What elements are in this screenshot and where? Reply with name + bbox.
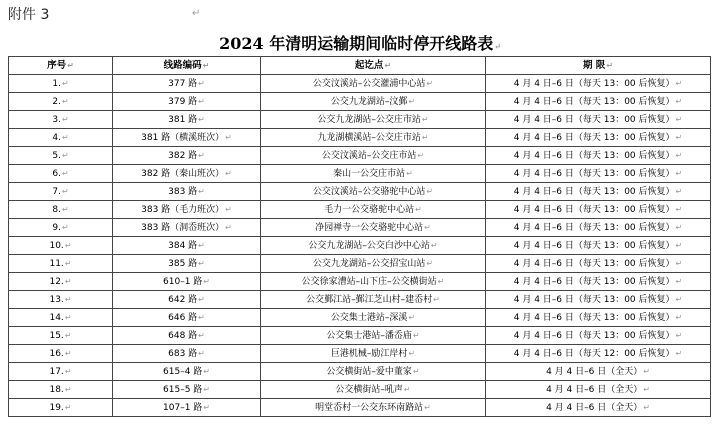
cell-seq (9, 291, 113, 309)
cell-stops (261, 309, 486, 327)
paragraph-mark-icon: ↵ (406, 168, 413, 178)
cell-route (113, 291, 261, 309)
cell-seq-text: 17. (49, 366, 64, 377)
table-row (9, 111, 711, 129)
cell-seq-text: 2. (52, 96, 61, 107)
document-title-text: 2024 年清明运输期间临时停开线路表 (219, 34, 494, 53)
cell-stops-text: 公交横街站–吼声 (335, 384, 403, 395)
paragraph-mark-icon: ↵ (415, 204, 422, 214)
cell-route-text: 382 路（秦山班次） (141, 168, 225, 179)
cell-period-text: 4 月 4 日–6 日（每天 13：00 后恢复） (513, 150, 675, 161)
cell-period (486, 273, 711, 291)
paragraph-mark-icon: ↵ (675, 294, 683, 304)
cell-seq (9, 201, 113, 219)
table-header-row (9, 57, 711, 75)
paragraph-mark-icon: ↵ (203, 276, 210, 286)
cell-route (113, 381, 261, 399)
cell-period (486, 93, 711, 111)
cell-route-text: 384 路 (168, 240, 198, 251)
paragraph-mark-icon: ↵ (203, 366, 210, 376)
paragraph-mark-icon: ↵ (61, 204, 69, 214)
cell-period-text: 4 月 4 日–6 日（每天 13：00 后恢复） (513, 132, 675, 143)
cell-seq-text: 14. (49, 312, 64, 323)
cell-stops-text: 公交徐家漕站–山下庄–公交横街站 (301, 276, 437, 287)
header-route: 线路编码↵ (113, 57, 261, 75)
paragraph-mark-icon: ↵ (675, 222, 683, 232)
cell-period-text: 4 月 4 日–6 日（每天 13：00 后恢复） (513, 168, 675, 179)
cell-route (113, 201, 261, 219)
cell-stops (261, 75, 486, 93)
cell-stops (261, 165, 486, 183)
table-row (9, 93, 711, 111)
header-seq: 序号↵ (9, 57, 113, 75)
paragraph-mark-icon: ↵ (675, 150, 683, 160)
paragraph-mark-icon: ↵ (64, 402, 72, 412)
paragraph-mark-icon: ↵ (64, 312, 72, 322)
paragraph-mark-icon: ↵ (675, 240, 683, 250)
table-row (9, 183, 711, 201)
cell-seq (9, 75, 113, 93)
cell-stops-text: 公交九龙湖站–公交庄市站 (317, 114, 421, 125)
cell-seq-text: 19. (49, 402, 64, 413)
cell-route-text: 615–5 路 (163, 384, 203, 395)
table-row (9, 255, 711, 273)
paragraph-mark-icon: ↵ (64, 294, 72, 304)
cell-period-text: 4 月 4 日–6 日（每天 13：00 后恢复） (513, 114, 675, 125)
table-row (9, 381, 711, 399)
cell-seq (9, 345, 113, 363)
cell-route (113, 309, 261, 327)
paragraph-mark-icon: ↵ (64, 258, 72, 268)
table-row (9, 273, 711, 291)
paragraph-mark-icon: ↵ (64, 348, 72, 358)
cell-stops-text: 九龙湖横溪站–公交庄市站 (317, 132, 421, 143)
paragraph-mark-icon: ↵ (64, 384, 72, 394)
paragraph-mark-icon: ↵ (192, 8, 201, 19)
paragraph-mark-icon: ↵ (198, 150, 205, 160)
cell-route-text: 383 路 (168, 186, 198, 197)
cell-period (486, 129, 711, 147)
cell-seq-text: 12. (49, 276, 64, 287)
cell-period-text: 4 月 4 日–6 日（每天 13：00 后恢复） (513, 330, 675, 341)
paragraph-mark-icon: ↵ (675, 348, 683, 358)
cell-period-text: 4 月 4 日–6 日（每天 13：00 后恢复） (513, 186, 675, 197)
cell-stops-text: 公交九龙湖站–公交招宝山站 (312, 258, 426, 269)
cell-stops (261, 327, 486, 345)
cell-period-text: 4 月 4 日–6 日（全天） (546, 366, 643, 377)
cell-stops-text: 毛力一公交骆驼中心站 (324, 204, 415, 215)
table-row (9, 345, 711, 363)
paragraph-mark-icon: ↵ (494, 41, 501, 51)
document-title (0, 31, 720, 54)
table-row (9, 237, 711, 255)
cell-period-text: 4 月 4 日–6 日（每天 13：00 后恢复） (513, 96, 675, 107)
cell-seq (9, 165, 113, 183)
cell-route-text: 379 路 (168, 96, 198, 107)
paragraph-mark-icon: ↵ (675, 78, 683, 88)
cell-seq-text: 6. (52, 168, 61, 179)
cell-route (113, 273, 261, 291)
cell-seq (9, 399, 113, 417)
table-row (9, 219, 711, 237)
cell-route (113, 255, 261, 273)
cell-stops-text: 公交汶溪站–公交庄市站 (321, 150, 417, 161)
cell-route-text: 381 路 (168, 114, 198, 125)
cell-period (486, 111, 711, 129)
cell-route-text: 642 路 (168, 294, 198, 305)
paragraph-mark-icon: ↵ (61, 150, 69, 160)
paragraph-mark-icon: ↵ (408, 312, 416, 322)
paragraph-mark-icon: ↵ (64, 240, 72, 250)
cell-route (113, 111, 261, 129)
cell-stops (261, 255, 486, 273)
cell-seq (9, 309, 113, 327)
cell-period-text: 4 月 4 日–6 日（每天 13：00 后恢复） (513, 312, 675, 323)
cell-period-text: 4 月 4 日–6 日（每天 12：00 后恢复） (513, 348, 675, 359)
paragraph-mark-icon: ↵ (675, 276, 683, 286)
paragraph-mark-icon: ↵ (198, 258, 205, 268)
cell-stops-text: 公交鄞江站–鄞江芝山村–建岙村 (306, 294, 433, 305)
paragraph-mark-icon: ↵ (198, 114, 205, 124)
cell-seq-text: 11. (49, 258, 64, 269)
cell-period-text: 4 月 4 日–6 日（每天 13：00 后恢复） (513, 276, 675, 287)
cell-period-text: 4 月 4 日–6 日（每天 13：00 后恢复） (513, 222, 675, 233)
cell-seq-text: 15. (49, 330, 64, 341)
cell-seq-text: 1. (52, 78, 61, 89)
cell-route (113, 363, 261, 381)
paragraph-mark-icon: ↵ (198, 330, 205, 340)
cell-stops (261, 381, 486, 399)
cell-seq-text: 13. (49, 294, 64, 305)
cell-seq (9, 129, 113, 147)
paragraph-mark-icon: ↵ (675, 132, 683, 142)
cell-period (486, 381, 711, 399)
cell-period-text: 4 月 4 日–6 日（每天 13：00 后恢复） (513, 78, 675, 89)
cell-seq (9, 273, 113, 291)
cell-route (113, 129, 261, 147)
paragraph-mark-icon: ↵ (225, 204, 232, 214)
paragraph-mark-icon: ↵ (424, 402, 431, 412)
cell-route (113, 345, 261, 363)
cell-route-text: 648 路 (168, 330, 198, 341)
cell-route (113, 237, 261, 255)
cell-stops (261, 93, 486, 111)
paragraph-mark-icon: ↵ (433, 294, 440, 304)
paragraph-mark-icon: ↵ (61, 96, 69, 106)
paragraph-mark-icon: ↵ (417, 150, 425, 160)
cell-seq (9, 381, 113, 399)
paragraph-mark-icon: ↵ (426, 258, 434, 268)
cell-stops-text: 公交汶溪站–公交骆驼中心站 (312, 186, 426, 197)
cell-seq (9, 219, 113, 237)
table-row (9, 327, 711, 345)
cell-stops-text: 公交集士港站–潘岙庙 (326, 330, 412, 341)
table-row (9, 129, 711, 147)
paragraph-mark-icon: ↵ (408, 348, 416, 358)
paragraph-mark-icon: ↵ (61, 114, 69, 124)
paragraph-mark-icon: ↵ (643, 402, 650, 412)
paragraph-mark-icon: ↵ (64, 276, 72, 286)
cell-stops (261, 363, 486, 381)
paragraph-mark-icon: ↵ (198, 96, 205, 106)
cell-route (113, 219, 261, 237)
cell-seq-text: 16. (49, 348, 64, 359)
cell-stops-text: 明堂岙村一公交东环南路站 (315, 402, 424, 413)
paragraph-mark-icon: ↵ (198, 186, 205, 196)
cell-stops-text: 公交九龙湖站–汶鄞 (330, 96, 408, 107)
cell-seq-text: 9. (52, 222, 61, 233)
cell-seq (9, 237, 113, 255)
cell-seq (9, 183, 113, 201)
cell-period-text: 4 月 4 日–6 日（每天 13：00 后恢复） (513, 204, 675, 215)
cell-route-text: 107–1 路 (163, 402, 203, 413)
cell-stops-text: 巨港机械–励江岸村 (330, 348, 408, 359)
cell-period (486, 327, 711, 345)
cell-seq (9, 111, 113, 129)
cell-seq-text: 10. (49, 240, 64, 251)
cell-route (113, 327, 261, 345)
route-table (8, 56, 711, 417)
paragraph-mark-icon: ↵ (203, 384, 210, 394)
cell-period (486, 345, 711, 363)
paragraph-mark-icon: ↵ (412, 330, 420, 340)
cell-seq (9, 327, 113, 345)
cell-seq (9, 93, 113, 111)
cell-seq-text: 3. (52, 114, 61, 125)
paragraph-mark-icon: ↵ (643, 384, 650, 394)
cell-route-text: 385 路 (168, 258, 198, 269)
paragraph-mark-icon: ↵ (408, 96, 416, 106)
cell-route-text: 382 路 (168, 150, 198, 161)
cell-period (486, 399, 711, 417)
cell-route-text: 383 路（毛力班次） (141, 204, 225, 215)
cell-route-text: 381 路（横溪班次） (141, 132, 225, 143)
cell-route-text: 377 路 (168, 78, 198, 89)
paragraph-mark-icon: ↵ (675, 258, 683, 268)
paragraph-mark-icon: ↵ (675, 114, 683, 124)
cell-stops (261, 147, 486, 165)
cell-route-text: 610–1 路 (163, 276, 203, 287)
paragraph-mark-icon: ↵ (64, 330, 72, 340)
cell-stops-text: 公交横街站–爱中董家 (326, 366, 412, 377)
cell-stops-text: 公交集士港站–深溪 (330, 312, 408, 323)
cell-period-text: 4 月 4 日–6 日（全天） (546, 384, 643, 395)
cell-period (486, 165, 711, 183)
paragraph-mark-icon: ↵ (198, 294, 205, 304)
paragraph-mark-icon: ↵ (61, 222, 69, 232)
cell-stops-text: 秦山一公交庄市站 (333, 168, 406, 179)
cell-period (486, 309, 711, 327)
cell-period-text: 4 月 4 日–6 日（全天） (546, 402, 643, 413)
cell-stops (261, 183, 486, 201)
table-row (9, 75, 711, 93)
paragraph-mark-icon: ↵ (64, 366, 72, 376)
table-row (9, 363, 711, 381)
cell-route-text: 646 路 (168, 312, 198, 323)
paragraph-mark-icon: ↵ (198, 312, 205, 322)
cell-stops (261, 111, 486, 129)
cell-stops (261, 129, 486, 147)
table-row (9, 201, 711, 219)
paragraph-mark-icon: ↵ (61, 78, 69, 88)
cell-seq-text: 7. (52, 186, 61, 197)
paragraph-mark-icon: ↵ (198, 348, 205, 358)
paragraph-mark-icon: ↵ (437, 276, 445, 286)
cell-seq-text: 5. (52, 150, 61, 161)
paragraph-mark-icon: ↵ (61, 186, 69, 196)
cell-stops (261, 219, 486, 237)
cell-period (486, 237, 711, 255)
cell-seq-text: 18. (49, 384, 64, 395)
attachment-label: 附件 3 (8, 7, 50, 23)
cell-stops-text: 净园禅寺一公交骆驼中心站 (315, 222, 424, 233)
table-row (9, 165, 711, 183)
cell-seq (9, 147, 113, 165)
cell-seq (9, 255, 113, 273)
paragraph-mark-icon: ↵ (225, 132, 232, 142)
cell-route (113, 75, 261, 93)
cell-period (486, 183, 711, 201)
paragraph-mark-icon: ↵ (225, 222, 232, 232)
paragraph-mark-icon: ↵ (430, 240, 438, 250)
paragraph-mark-icon: ↵ (403, 384, 411, 394)
cell-seq-text: 8. (52, 204, 61, 215)
paragraph-mark-icon: ↵ (412, 366, 420, 376)
cell-stops (261, 273, 486, 291)
cell-period (486, 363, 711, 381)
cell-route (113, 147, 261, 165)
cell-stops-text: 公交九龙湖站–公交白沙中心站 (308, 240, 430, 251)
paragraph-mark-icon: ↵ (225, 168, 232, 178)
paragraph-mark-icon: ↵ (643, 366, 650, 376)
cell-stops (261, 345, 486, 363)
paragraph-mark-icon: ↵ (61, 168, 69, 178)
cell-seq-text: 4. (52, 132, 61, 143)
paragraph-mark-icon: ↵ (675, 168, 683, 178)
cell-period-text: 4 月 4 日–6 日（每天 13：00 后恢复） (513, 258, 675, 269)
cell-period-text: 4 月 4 日–6 日（每天 13：00 后恢复） (513, 240, 675, 251)
cell-route-text: 683 路 (168, 348, 198, 359)
cell-stops (261, 201, 486, 219)
paragraph-mark-icon: ↵ (675, 96, 683, 106)
cell-stops-text: 公交汶溪站–公交灌浦中心站 (312, 78, 426, 89)
cell-period (486, 147, 711, 165)
cell-route-text: 383 路（洞岙班次） (141, 222, 225, 233)
paragraph-mark-icon: ↵ (424, 222, 431, 232)
table-row (9, 309, 711, 327)
cell-period (486, 75, 711, 93)
cell-stops (261, 291, 486, 309)
cell-period (486, 201, 711, 219)
cell-route (113, 93, 261, 111)
cell-route-text: 615–4 路 (163, 366, 203, 377)
cell-period-text: 4 月 4 日–6 日（每天 13：00 后恢复） (513, 294, 675, 305)
cell-stops (261, 237, 486, 255)
cell-period (486, 219, 711, 237)
paragraph-mark-icon: ↵ (421, 132, 429, 142)
paragraph-mark-icon: ↵ (675, 186, 683, 196)
cell-period (486, 255, 711, 273)
cell-route (113, 165, 261, 183)
paragraph-mark-icon: ↵ (198, 78, 205, 88)
cell-seq (9, 363, 113, 381)
paragraph-mark-icon: ↵ (421, 114, 429, 124)
paragraph-mark-icon: ↵ (198, 240, 205, 250)
header-period: 期 限↵ (486, 57, 711, 75)
paragraph-mark-icon: ↵ (675, 204, 683, 214)
paragraph-mark-icon: ↵ (61, 132, 69, 142)
table-row (9, 147, 711, 165)
paragraph-mark-icon: ↵ (675, 330, 683, 340)
paragraph-mark-icon: ↵ (426, 186, 434, 196)
table-row (9, 291, 711, 309)
cell-route (113, 399, 261, 417)
cell-stops (261, 399, 486, 417)
paragraph-mark-icon: ↵ (675, 312, 683, 322)
cell-route (113, 183, 261, 201)
cell-period (486, 291, 711, 309)
header-stops: 起讫点↵ (261, 57, 486, 75)
paragraph-mark-icon: ↵ (426, 78, 434, 88)
paragraph-mark-icon: ↵ (203, 402, 210, 412)
table-row (9, 399, 711, 417)
